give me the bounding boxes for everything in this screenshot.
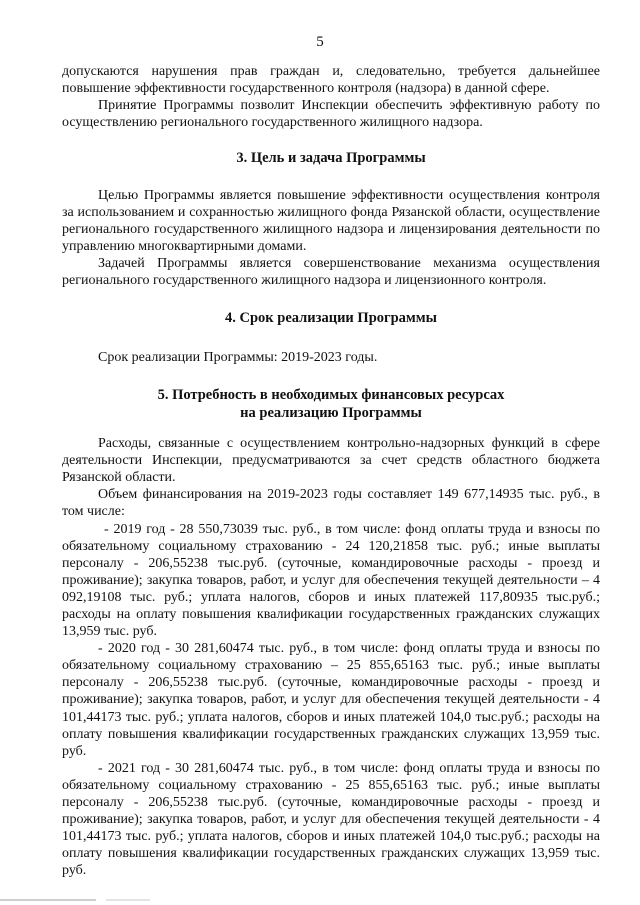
intro-paragraph-1: допускаются нарушения прав граждан и, следовательно, требуется дальнейшее повышение эффективности государственного контроля (надзора) в данной сфере. (62, 64, 600, 97)
section-4-heading: 4. Срок реализации Программы (225, 310, 437, 327)
section-3-paragraph-1: Целью Программы является повышение эффективности осуществления контроля за использованием и сохранностью жилищного фонда Рязанской области, осуществление регионального государственного жилищного надзора и лицензирования деятельности по управлению многоквартирными домами. (62, 187, 600, 255)
section-3-heading: 3. Цель и задача Программы (236, 150, 426, 167)
section-5-heading-line-2: на реализацию Программы (240, 404, 422, 421)
financing-2019: - 2019 год - 28 550,73039 тыс. руб., в том числе: фонд оплаты труда и взносы по обязательному социальному страхованию - 24 120,21858 тыс. руб.; иные выплаты персоналу - 206,55238 тыс.руб. (суточные, командировочные расходы - проезд и проживание); закупка товаров, работ, и услуг для обеспечения текущей деятельности – 4 092,19108 тыс. руб.; уплата налогов, сборов и иных платежей 117,80935 тыс.руб.; расходы на оплату повышения квалификации государственных гражданских служащих 13,959 тыс. руб. (62, 521, 600, 640)
financing-2021: - 2021 год - 30 281,60474 тыс. руб., в том числе: фонд оплаты труда и взносы по обязательному социальному страхованию - 25 855,65163 тыс. руб.; иные выплаты персоналу - 206,55238 тыс.руб. (суточные, командировочные расходы - проезд и проживание); закупка товаров, работ, и услуг для обеспечения текущей деятельности - 4 101,44173 тыс. руб.; уплата налогов, сборов и иных платежей 104,0 тыс.руб.; расходы на оплату повышения квалификации государственных гражданских служащих 13,959 тыс. руб. (62, 760, 600, 879)
section-5-paragraph-2: Объем финансирования на 2019-2023 годы составляет 149 677,14935 тыс. руб., в том числе: (62, 487, 600, 520)
financing-2020: - 2020 год - 30 281,60474 тыс. руб., в том числе: фонд оплаты труда и взносы по обязательному социальному страхованию – 25 855,65163 тыс. руб.; иные выплаты персоналу - 206,55238 тыс.руб. (суточные, командировочные расходы - проезд и проживание); закупка товаров, работ, и услуг для обеспечения текущей деятельности - 4 101,44173 тыс. руб.; уплата налогов, сборов и иных платежей 104,0 тыс.руб.; расходы на оплату повышения квалификации государственных гражданских служащих 13,959 тыс. руб. (62, 641, 600, 759)
section-5-heading-line-1: 5. Потребность в необходимых финансовых ресурсах (157, 387, 505, 404)
intro-paragraph-2: Принятие Программы позволит Инспекции обеспечить эффективную работу по осуществлению регионального государственного жилищного надзора. (62, 98, 600, 131)
document-body (62, 63, 600, 879)
section-4-paragraph-1: Срок реализации Программы: 2019-2023 годы. (98, 349, 378, 365)
scan-bottom-edge (0, 899, 640, 901)
section-5-paragraph-1: Расходы, связанные с осуществлением контрольно-надзорных функций в сфере деятельности Инспекции, предусматриваются за счет средств областного бюджета Рязанской области. (62, 436, 600, 486)
page-number: 5 (316, 34, 324, 50)
section-3-paragraph-2: Задачей Программы является совершенствование механизма осуществления регионального государственного жилищного надзора и лицензионного контроля. (62, 256, 600, 289)
